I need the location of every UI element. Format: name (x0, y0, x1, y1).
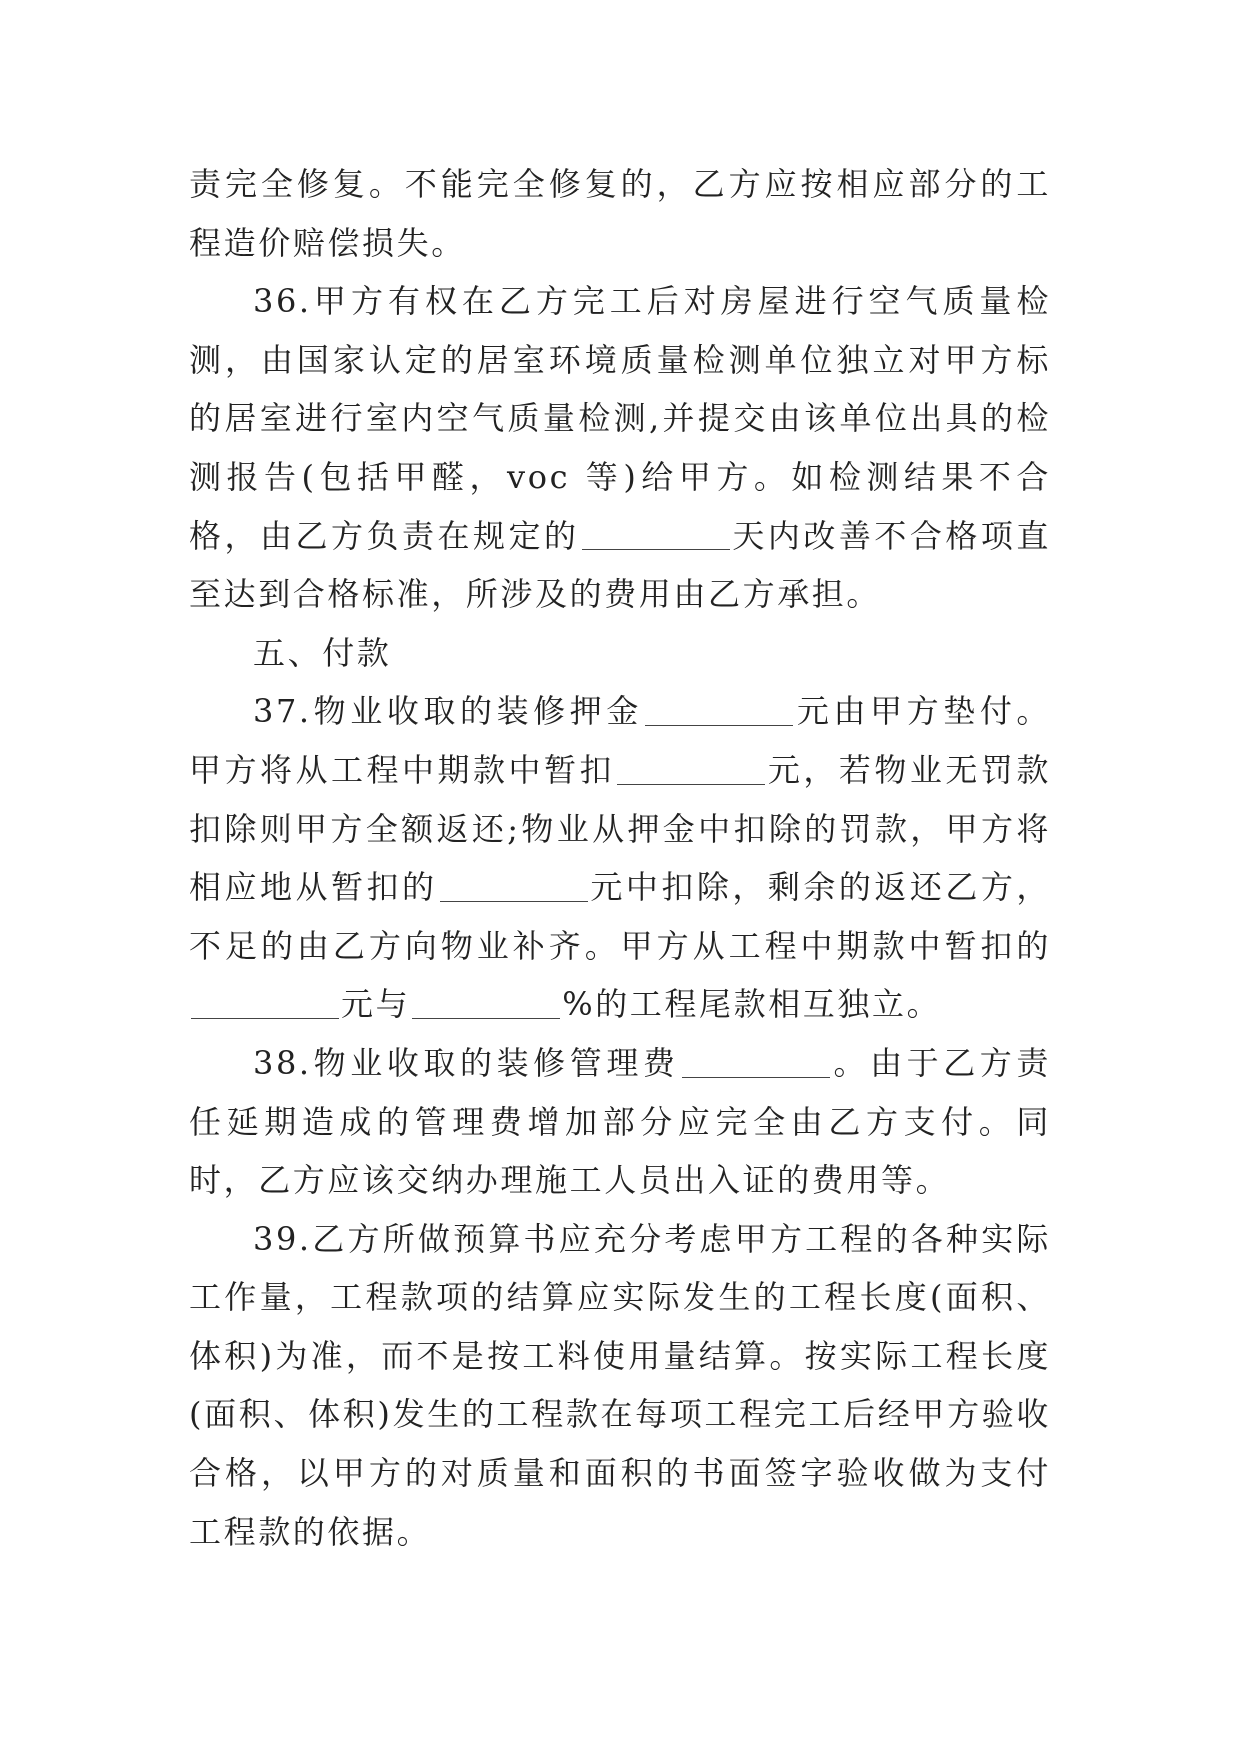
paragraph-text: 36.甲方有权在乙方完工后对房屋进行空气质量检测，由国家认定的居室环境质量检测单位独立对甲方标的居室进行室内空气质量检测,并提交由该单位出具的检测报告(包括甲醛，voc 等)给甲方。如检测结果不合格，由乙方负责在规定的 (189, 282, 1051, 555)
paragraph-text: 38.物业收取的装修管理费 (253, 1043, 680, 1082)
section-heading-payment (189, 624, 1051, 683)
fill-in-blank (645, 693, 793, 726)
paragraph-39 (189, 1210, 1051, 1562)
paragraph-38 (189, 1034, 1051, 1210)
paragraph-text: 责完全修复。不能完全修复的，乙方应按相应部分的工程造价赔偿损失。 (189, 165, 1051, 262)
fill-in-blank (682, 1045, 830, 1078)
paragraph-text: 元，若物业无罚款扣除则甲方全额返还;物业从押金中扣除的罚款，甲方将相应地从暂扣的 (189, 750, 1051, 907)
paragraph-text: 天内改善不合格项直至达到合格标准，所涉及的费用由乙方承担。 (189, 516, 1051, 614)
paragraph-text: 元中扣除，剩余的返还乙方，不足的由乙方向物业补齐。甲方从工程中期款中暂扣的 (189, 868, 1051, 965)
section-heading-text: 五、付款 (253, 633, 392, 672)
paragraph-text: 元由甲方垫付。甲方将从工程中期款中暂扣 (189, 692, 1052, 789)
paragraph-37 (189, 682, 1051, 1034)
paragraph-text: 。由于乙方责任延期造成的管理费增加部分应完全由乙方支付。同时，乙方应该交纳办理施工人员出入证的费用等。 (189, 1043, 1051, 1200)
fill-in-blank (191, 986, 339, 1019)
paragraph-text: 37.物业收取的装修押金 (253, 692, 643, 731)
paragraph-35-continuation (189, 155, 1051, 272)
document-body (189, 155, 1051, 1561)
fill-in-blank (412, 986, 560, 1019)
paragraph-text: %的工程尾款相互独立。 (562, 985, 942, 1024)
paragraph-36 (189, 272, 1051, 624)
fill-in-blank (582, 517, 730, 550)
paragraph-text: 元与 (341, 985, 411, 1024)
fill-in-blank (617, 752, 765, 785)
fill-in-blank (440, 869, 588, 902)
paragraph-text: 39.乙方所做预算书应充分考虑甲方工程的各种实际工作量，工程款项的结算应实际发生的工程长度(面积、体积)为准，而不是按工料使用量结算。按实际工程长度(面积、体积)发生的工程款在每项工程完工后经甲方验收合格，以甲方的对质量和面积的书面签字验收做为支付工程款的依据。 (189, 1219, 1051, 1551)
